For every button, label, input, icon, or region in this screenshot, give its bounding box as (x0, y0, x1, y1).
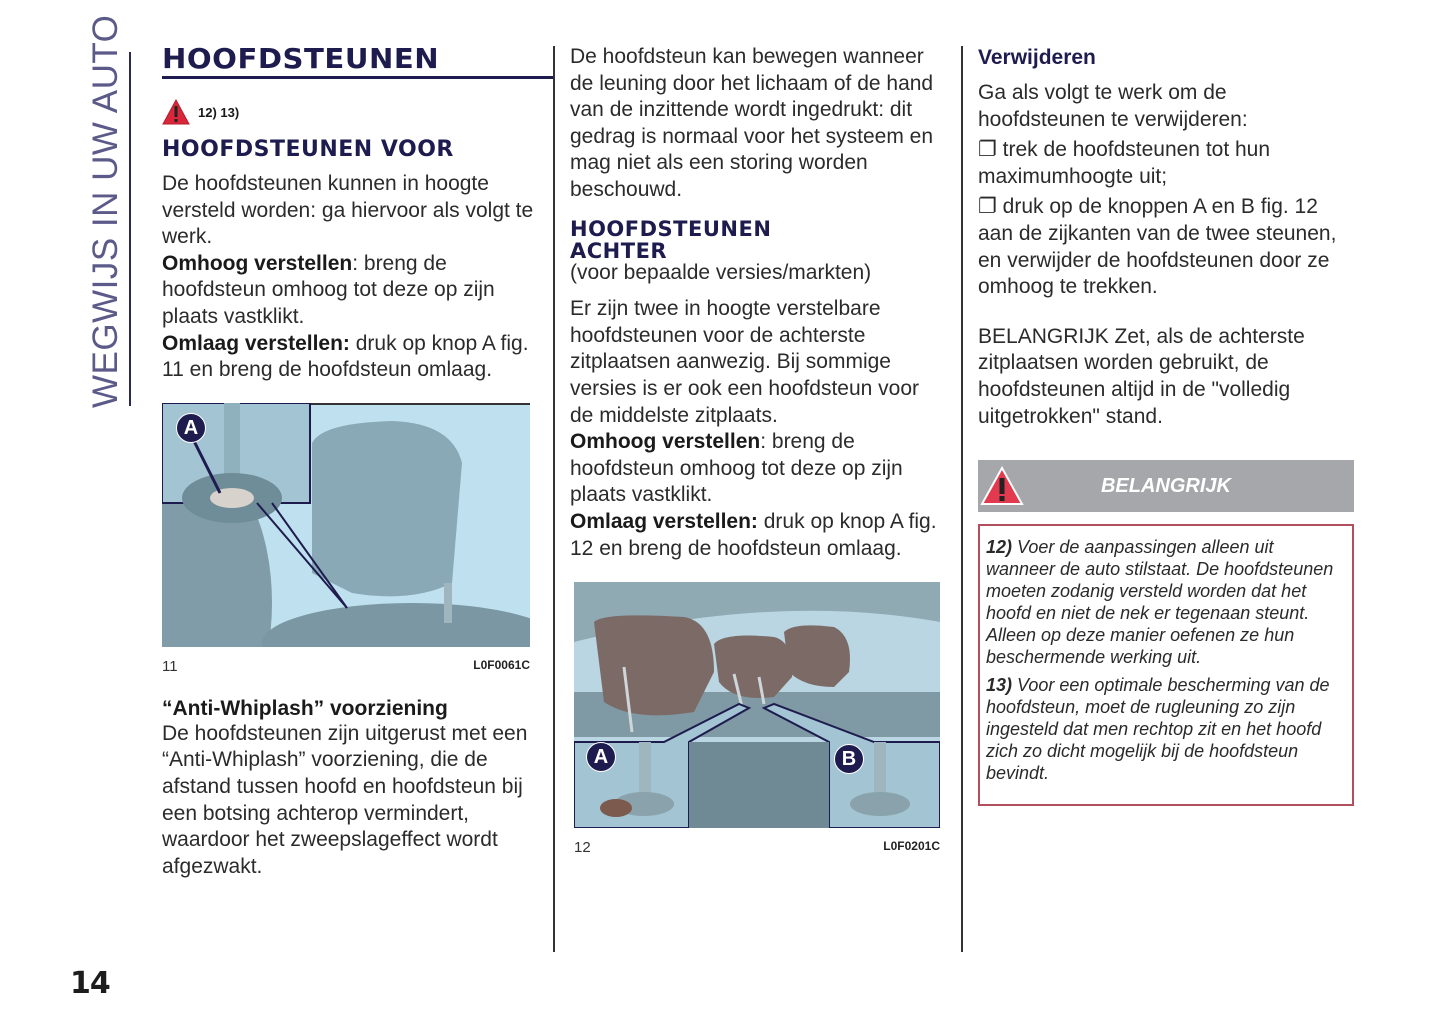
figure-caption (574, 839, 940, 856)
important-notes-box (978, 524, 1354, 806)
remove-title: Verwijderen (978, 46, 1096, 69)
adjust-down-paragraph (570, 509, 945, 562)
section-title-rear-line1: HOOFDSTEUNEN (570, 216, 772, 241)
section-title-rear-line2: ACHTER (570, 238, 668, 263)
callout-a: A (176, 413, 206, 443)
warning-triangle-icon (162, 99, 190, 125)
column-3 (978, 44, 1354, 806)
front-headrest-illustration (162, 403, 530, 647)
remove-intro: Ga als volgt te werk om de hoofdsteunen te verwijderen: (978, 81, 1248, 131)
note-13 (986, 674, 1346, 784)
chapter-side-label (86, 14, 126, 408)
rear-headrest-illustration (574, 582, 940, 828)
figure-number: 12 (574, 839, 591, 857)
adjust-down-text: druk op knop A fig. 12 en breng de hoofdsteun omlaag. (570, 509, 937, 560)
adjust-up-text: : breng de hoofdsteun omhoog tot deze op zijn plaats vastklikt. (570, 430, 903, 507)
adjust-up-label: Omhoog verstellen (162, 251, 353, 275)
movement-note: De hoofdsteun kan bewegen wanneer de leuning door het lichaam of de hand van de inzittende wordt ingedrukt: dit gedrag is normaal voor het systeem en mag niet als een storing worden beschouwd. (570, 45, 934, 201)
column-1 (162, 44, 538, 880)
step-text: druk op de knoppen A en B fig. 12 aan de zijkanten van de twee steunen, en verwijder de hoofdsteunen door ze omhoog te trekken. (978, 195, 1337, 299)
adjust-down-text: druk op knop A fig. 11 en breng de hoofdsteun omlaag. (162, 331, 529, 382)
important-banner-label: BELANGRIJK (1100, 474, 1231, 497)
note-12 (986, 536, 1346, 668)
warning-reference (162, 97, 538, 127)
figure-caption (162, 658, 530, 675)
note-text: Voor een optimale bescherming van de hoofdsteun, moet de rugleuning zo zijn ingesteld dat men rechtop zit en het hoofd zich zo dicht mogelijk bij de hoofdsteun bevindt. (986, 675, 1330, 784)
figure-code: L0F0061C (473, 657, 530, 672)
chapter-title: WEGWIJS IN UW AUTO (86, 14, 125, 408)
checkbox-bullet-icon: ❐ (978, 138, 997, 162)
section-note: (voor bepaalde versies/markten) (570, 260, 872, 284)
adjust-up-paragraph (162, 251, 538, 331)
note-text: Voer de aanpassingen alleen uit wanneer de auto stilstaat. De hoofdsteunen moeten zodanig versteld worden dat het hoofd en niet de nek er tegenaan steunt. Alleen op deze manier oefenen ze hun beschermende werking uit. (986, 537, 1334, 668)
checkbox-bullet-icon: ❐ (978, 195, 997, 219)
adjust-down-paragraph (162, 331, 538, 384)
page-title: HOOFDSTEUNEN (162, 44, 553, 79)
adjust-down-label: Omlaag verstellen: (570, 509, 758, 533)
callout-b: B (834, 744, 864, 774)
column-2 (570, 44, 945, 856)
side-rule (129, 52, 131, 406)
figure-11 (162, 403, 530, 675)
section-title-front: HOOFDSTEUNEN VOOR (162, 137, 454, 162)
adjust-up-text: : breng de hoofdsteun omhoog tot deze op zijn plaats vastklikt. (162, 251, 495, 328)
adjust-up-label: Omhoog verstellen (570, 430, 761, 454)
important-banner (978, 460, 1354, 512)
figure-12 (574, 582, 940, 856)
step-text: trek de hoofdsteunen tot hun maximumhoogte uit; (978, 138, 1271, 188)
remove-step-1 (978, 137, 1354, 190)
whiplash-text: De hoofdsteunen zijn uitgerust met een “Anti-Whiplash” voorziening, die de afstand tussen hoofd en hoofdsteun bij een botsing achterop vermindert, waardoor het zweepslageffect wordt afgezwakt. (162, 721, 528, 878)
important-text: BELANGRIJK Zet, als de achterste zitplaatsen worden gebruikt, de hoofdsteunen altijd in de "volledig uitgetrokken" stand. (978, 324, 1305, 428)
warning-refs: 12) 13) (198, 104, 240, 120)
column-divider (553, 46, 555, 952)
callout-a: A (586, 742, 616, 772)
figure-code: L0F0201C (883, 839, 940, 854)
remove-step-2 (978, 194, 1354, 300)
adjust-up-paragraph (570, 429, 945, 509)
column-divider (961, 46, 963, 952)
rear-body-text: Er zijn twee in hoogte verstelbare hoofdsteunen voor de achterste zitplaatsen aanwezig. Bij sommige versies is er ook een hoofdsteun voor de middelste zitplaats. (570, 297, 920, 427)
page-number: 14 (70, 966, 110, 1001)
intro-text: De hoofdsteunen kunnen in hoogte versteld worden: ga hiervoor als volgt te werk. (162, 172, 534, 249)
adjust-down-label: Omlaag verstellen: (162, 331, 350, 355)
whiplash-title: “Anti-Whiplash” voorziening (162, 696, 448, 720)
figure-number: 11 (162, 657, 178, 675)
note-number: 12) (986, 537, 1013, 558)
note-number: 13) (986, 675, 1013, 696)
section-title-rear (570, 218, 945, 262)
